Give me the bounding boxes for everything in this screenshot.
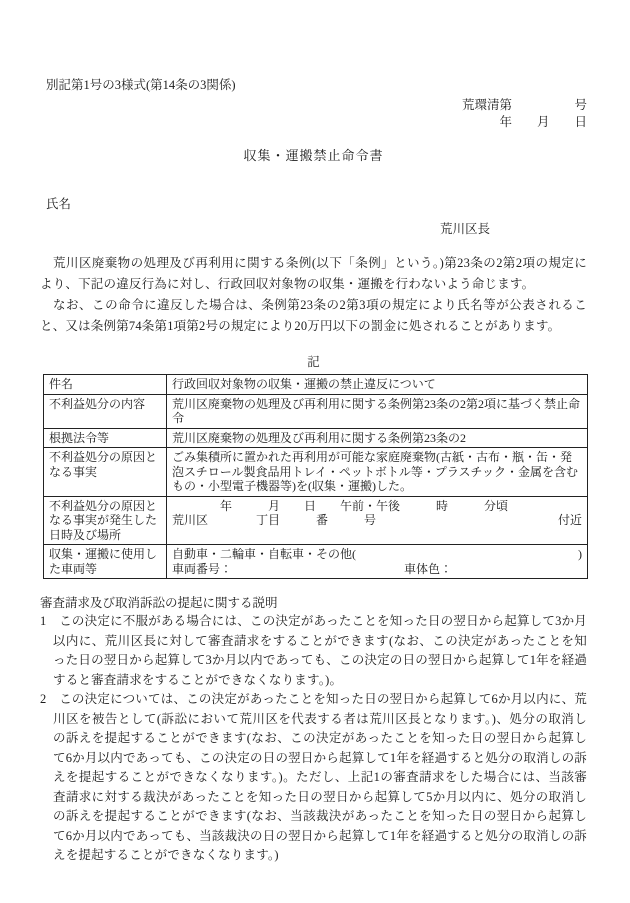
table-row-subject xyxy=(44,375,588,395)
doc-number-block xyxy=(40,97,587,131)
incident-place-right: 付近 xyxy=(557,513,582,527)
form-id: 別記第1号の3様式(第14条の3関係) xyxy=(46,78,236,92)
table-row-legal-basis xyxy=(44,428,588,448)
table-row-disposition-content xyxy=(44,394,588,428)
table-row-datetime-place xyxy=(44,496,588,545)
row-label-disposition-content: 不利益処分の内容 xyxy=(44,394,167,428)
order-details-table xyxy=(43,374,588,579)
body-paragraph-1: 荒川区廃棄物の処理及び再利用に関する条例(以下「条例」という。)第23条の2第2項の規定により、下記の違反行為に対し、行政回収対象物の収集・運搬を行わないよう命じます。 xyxy=(40,256,587,291)
incident-place-left: 荒川区 丁目 番 号 xyxy=(172,513,377,527)
row-label-legal-basis: 根拠法令等 xyxy=(44,428,167,448)
row-value-disposition-content: 荒川区廃棄物の処理及び再利用に関する条例第23条の2第2項に基づく禁止命令 xyxy=(167,394,588,428)
incident-datetime-line: 年 月 日 午前・午後 時 分頃 xyxy=(172,498,509,513)
row-value-vehicle xyxy=(167,545,588,579)
doc-number-line: 荒環清第 号 xyxy=(461,98,587,112)
explanation-item-1: 1 この決定に不服がある場合には、この決定があったことを知った日の翌日から起算して3か月以内に、荒川区長に対して審査請求をすることができます(なお、この決定があったことを知った日の翌日から起算して3か月以内であっても、この決定の日の翌日から起算して1年を経過すると審査請求をすることができなくなります。)。 xyxy=(40,614,587,687)
row-value-facts: ごみ集積所に置かれた再利用が可能な家庭廃棄物(古紙・古布・瓶・缶・発泡スチロール製食品用トレイ・ペットボトル等・プラスチック・金属を含むもの・小型電子機器等)を(収集・運搬)した。 xyxy=(167,448,588,497)
table-row-facts xyxy=(44,448,588,497)
date-line: 年 月 日 xyxy=(499,115,587,129)
row-value-legal-basis: 荒川区廃棄物の処理及び再利用に関する条例第23条の2 xyxy=(167,428,588,448)
vehicle-number-label: 車両番号： xyxy=(172,561,233,576)
document-title: 収集・運搬禁止命令書 xyxy=(243,148,384,163)
row-label-vehicle: 収集・運搬に使用した車両等 xyxy=(44,545,167,579)
explanation-item-2: 2 この決定については、この決定があったことを知った日の翌日から起算して6か月以内に、荒川区を被告として(訴訟において荒川区を代表する者は荒川区長となります。)、処分の取消しの訴えを提起することができます(なお、この決定があったことを知った日の翌日から起算して6か月以内であっても、この決定の日の翌日から起算して1年を経過すると処分の取消しの訴えを提起することができなくなります。)。ただし、上記1の審査請求をした場合には、当該審査請求に対する裁決があったことを知った日の翌日から起算して5か月以内に、処分の取消しの訴えを提起することができます(なお、当該裁決があったことを知った日の翌日から起算して6か月以内であっても、当該裁決の日の翌日から起算して1年を経過すると処分の取消しの訴えを提起することができなくなります。) xyxy=(40,692,587,862)
row-label-subject: 件名 xyxy=(44,375,167,395)
row-label-datetime-place: 不利益処分の原因となる事実が発生した日時及び場所 xyxy=(44,496,167,545)
incident-place-line xyxy=(172,513,582,528)
row-value-subject: 行政回収対象物の収集・運搬の禁止違反について xyxy=(167,375,588,395)
addressee-name-label: 氏名 xyxy=(46,197,72,211)
vehicle-type-close-paren: ) xyxy=(578,547,582,561)
vehicle-color-label: 車体色： xyxy=(404,561,453,576)
row-value-datetime-place xyxy=(167,496,588,545)
row-label-facts: 不利益処分の原因となる事実 xyxy=(44,448,167,497)
ki-label: 記 xyxy=(307,355,320,369)
issuer-name: 荒川区長 xyxy=(440,222,491,236)
table-row-vehicle xyxy=(44,545,588,579)
body-paragraph-2: なお、この命令に違反した場合は、条例第23条の2第3項の規定により氏名等が公表されること、又は条例第74条第1項第2号の規定により20万円以下の罰金に処されることがあります。 xyxy=(40,298,587,333)
vehicle-type-line xyxy=(172,547,582,562)
explanation-heading: 審査請求及び取消訴訟の提起に関する説明 xyxy=(40,596,278,610)
vehicle-number-line xyxy=(172,562,582,577)
vehicle-type-options: 自動車・二輪車・自転車・その他( xyxy=(172,547,356,561)
